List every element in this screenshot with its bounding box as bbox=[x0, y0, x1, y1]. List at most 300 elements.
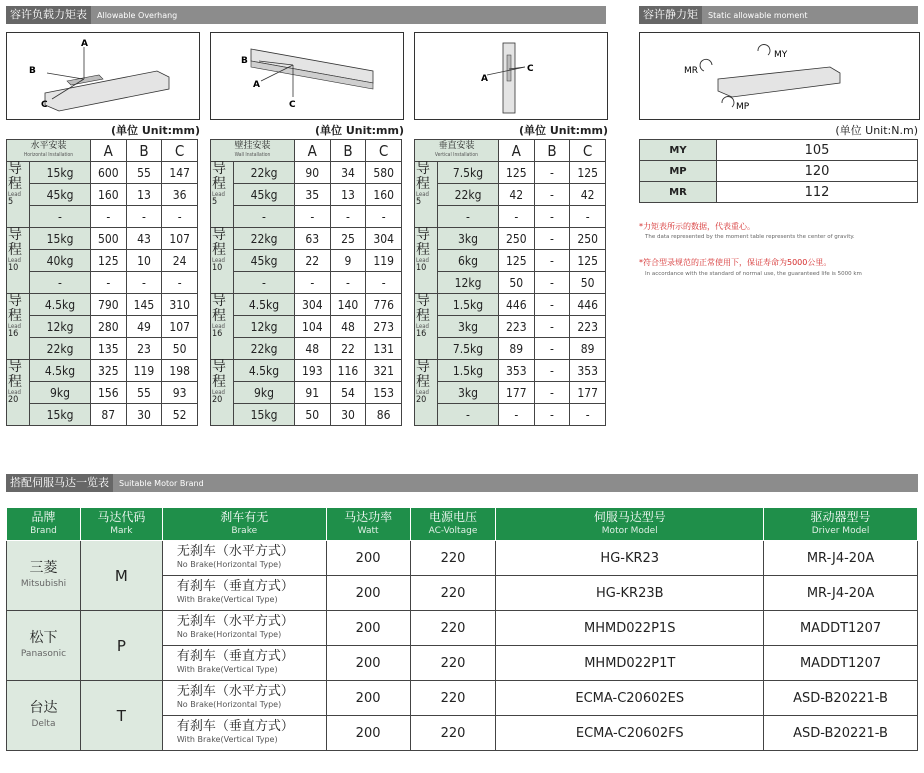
header-brake: 刹车有无 Brake bbox=[162, 508, 326, 541]
label-b: B bbox=[241, 56, 248, 66]
lead-cn: 导程 bbox=[8, 293, 22, 324]
value-cell: 125 bbox=[570, 162, 606, 184]
overhang-row bbox=[415, 162, 606, 184]
brake-en: No Brake(Horizontal Type) bbox=[176, 560, 282, 569]
label-a: A bbox=[481, 74, 488, 84]
value-cell: 500 bbox=[90, 228, 126, 250]
brand-en: Panasonic bbox=[20, 648, 67, 659]
load-cell: 12kg bbox=[30, 316, 91, 338]
overhang-row bbox=[415, 382, 606, 404]
value-cell: 87 bbox=[90, 404, 126, 426]
lead-cn: 导程 bbox=[416, 359, 430, 390]
brake-cell bbox=[162, 646, 326, 681]
label-c: C bbox=[41, 100, 48, 110]
value-cell: - bbox=[366, 206, 402, 228]
installation-type-en: Horizontal Installation bbox=[23, 151, 74, 158]
value-cell: 223 bbox=[498, 316, 534, 338]
value-cell: 353 bbox=[498, 360, 534, 382]
value-cell: - bbox=[534, 162, 570, 184]
load-cell: 1.5kg bbox=[438, 294, 499, 316]
unit-label-moment: (单位 Unit:N.m) bbox=[835, 124, 918, 137]
column-header: A bbox=[294, 140, 330, 162]
brake-cn: 有刹车（垂直方式） bbox=[176, 649, 294, 664]
overhang-header bbox=[6, 6, 606, 24]
moment-value: 112 bbox=[717, 182, 918, 203]
value-cell: 156 bbox=[90, 382, 126, 404]
brand-cell bbox=[7, 611, 81, 681]
note-2-cn: *符合型录规范的正常使用下，保证寿命为5000公里。 bbox=[639, 258, 832, 267]
mark-cell: T bbox=[80, 681, 162, 751]
lead-value: 10 bbox=[212, 263, 223, 273]
load-cell: 22kg bbox=[234, 162, 295, 184]
load-cell: 12kg bbox=[438, 272, 499, 294]
value-cell: 50 bbox=[498, 272, 534, 294]
overhang-header-row bbox=[7, 140, 198, 162]
vertical-rail-illustration bbox=[415, 33, 607, 119]
lead-en: Lead bbox=[416, 323, 429, 330]
brake-cell bbox=[162, 576, 326, 611]
load-cell: 6kg bbox=[438, 250, 499, 272]
static-header bbox=[639, 6, 918, 24]
brake-cell bbox=[162, 611, 326, 646]
motor-table bbox=[6, 507, 918, 751]
lead-cell bbox=[7, 228, 30, 294]
value-cell: 790 bbox=[90, 294, 126, 316]
static-moment-table bbox=[639, 139, 918, 203]
overhang-row bbox=[415, 206, 606, 228]
installation-type-cn: 壁挂安装 bbox=[234, 140, 271, 151]
value-cell: - bbox=[534, 382, 570, 404]
motor-table-header-row bbox=[7, 508, 918, 541]
overhang-row bbox=[211, 184, 402, 206]
load-cell: 22kg bbox=[30, 338, 91, 360]
mark-cell: P bbox=[80, 611, 162, 681]
lead-cn: 导程 bbox=[8, 227, 22, 258]
installation-type-cn: 水平安装 bbox=[30, 140, 67, 151]
lead-cell bbox=[211, 228, 234, 294]
brake-cell bbox=[162, 541, 326, 576]
lead-cell bbox=[415, 228, 438, 294]
value-cell: 22 bbox=[330, 338, 366, 360]
load-cell: 22kg bbox=[234, 228, 295, 250]
overhang-row bbox=[211, 338, 402, 360]
horizontal-rail-illustration bbox=[7, 33, 199, 119]
value-cell: - bbox=[90, 206, 126, 228]
driver-model-cell: MADDT1207 bbox=[764, 611, 918, 646]
installation-type-header bbox=[7, 140, 91, 162]
load-cell: 22kg bbox=[234, 338, 295, 360]
value-cell: 280 bbox=[90, 316, 126, 338]
lead-value: 5 bbox=[416, 197, 422, 207]
value-cell: 43 bbox=[126, 228, 162, 250]
lead-cell bbox=[211, 294, 234, 360]
header-mark: 马达代码 Mark bbox=[80, 508, 162, 541]
load-cell: 15kg bbox=[30, 162, 91, 184]
lead-value: 20 bbox=[416, 395, 427, 405]
value-cell: - bbox=[162, 272, 198, 294]
value-cell: 147 bbox=[162, 162, 198, 184]
lead-en: Lead bbox=[416, 389, 429, 396]
load-cell: - bbox=[234, 272, 295, 294]
watt-cell: 200 bbox=[326, 716, 410, 751]
value-cell: - bbox=[330, 206, 366, 228]
unit-label-wall: (单位 Unit:mm) bbox=[315, 124, 404, 137]
value-cell: 13 bbox=[330, 184, 366, 206]
label-a: A bbox=[81, 39, 88, 49]
overhang-row bbox=[7, 250, 198, 272]
load-cell: 4.5kg bbox=[234, 360, 295, 382]
value-cell: 250 bbox=[570, 228, 606, 250]
lead-cn: 导程 bbox=[212, 227, 226, 258]
lead-en: Lead bbox=[8, 389, 21, 396]
value-cell: - bbox=[534, 206, 570, 228]
value-cell: 50 bbox=[294, 404, 330, 426]
moment-row bbox=[640, 161, 918, 182]
value-cell: 160 bbox=[366, 184, 402, 206]
overhang-row bbox=[211, 250, 402, 272]
value-cell: 52 bbox=[162, 404, 198, 426]
value-cell: 13 bbox=[126, 184, 162, 206]
lead-en: Lead bbox=[416, 191, 429, 198]
overhang-row bbox=[415, 338, 606, 360]
voltage-cell: 220 bbox=[410, 716, 496, 751]
value-cell: - bbox=[570, 206, 606, 228]
value-cell: 304 bbox=[294, 294, 330, 316]
label-c: C bbox=[527, 64, 534, 74]
overhang-row bbox=[415, 184, 606, 206]
voltage-cell: 220 bbox=[410, 681, 496, 716]
value-cell: 125 bbox=[90, 250, 126, 272]
value-cell: - bbox=[126, 206, 162, 228]
value-cell: 145 bbox=[126, 294, 162, 316]
moment-value: 120 bbox=[717, 161, 918, 182]
lead-value: 10 bbox=[8, 263, 19, 273]
brand-cn: 台达 bbox=[29, 699, 58, 716]
load-cell: - bbox=[30, 206, 91, 228]
value-cell: - bbox=[534, 294, 570, 316]
value-cell: 116 bbox=[330, 360, 366, 382]
value-cell: 10 bbox=[126, 250, 162, 272]
load-cell: 12kg bbox=[234, 316, 295, 338]
lead-value: 20 bbox=[212, 395, 223, 405]
column-header: C bbox=[366, 140, 402, 162]
value-cell: 325 bbox=[90, 360, 126, 382]
brand-en: Delta bbox=[31, 718, 56, 729]
brake-cn: 无刹车（水平方式） bbox=[176, 684, 294, 699]
static-title: 容许静力矩 bbox=[639, 6, 702, 24]
load-cell: 45kg bbox=[30, 184, 91, 206]
overhang-row bbox=[7, 360, 198, 382]
load-cell: - bbox=[438, 206, 499, 228]
overhang-row bbox=[415, 272, 606, 294]
motor-title: 搭配伺服马达一览表 bbox=[6, 474, 113, 492]
overhang-row bbox=[7, 338, 198, 360]
voltage-cell: 220 bbox=[410, 646, 496, 681]
value-cell: 50 bbox=[162, 338, 198, 360]
column-header: A bbox=[498, 140, 534, 162]
label-b: B bbox=[29, 66, 36, 76]
header-driver-model: 驱动器型号 Driver Model bbox=[764, 508, 918, 541]
brake-en: No Brake(Horizontal Type) bbox=[176, 630, 282, 639]
lead-value: 16 bbox=[8, 329, 19, 339]
brake-cn: 无刹车（水平方式） bbox=[176, 614, 294, 629]
load-cell: 9kg bbox=[30, 382, 91, 404]
note-1-cn: *力矩表所示的数据，代表重心。 bbox=[639, 222, 755, 231]
load-cell: 40kg bbox=[30, 250, 91, 272]
overhang-row bbox=[7, 272, 198, 294]
column-header: A bbox=[90, 140, 126, 162]
value-cell: 30 bbox=[330, 404, 366, 426]
motor-model-cell: MHMD022P1T bbox=[496, 646, 764, 681]
overhang-header-row bbox=[211, 140, 402, 162]
value-cell: 89 bbox=[498, 338, 534, 360]
overhang-row bbox=[7, 184, 198, 206]
voltage-cell: 220 bbox=[410, 541, 496, 576]
load-cell: 4.5kg bbox=[234, 294, 295, 316]
brake-cell bbox=[162, 681, 326, 716]
overhang-table-wall bbox=[210, 139, 402, 426]
load-cell: 3kg bbox=[438, 316, 499, 338]
lead-en: Lead bbox=[212, 191, 225, 198]
value-cell: 446 bbox=[498, 294, 534, 316]
value-cell: 50 bbox=[570, 272, 606, 294]
value-cell: 91 bbox=[294, 382, 330, 404]
brake-cell bbox=[162, 716, 326, 751]
lead-cell bbox=[415, 360, 438, 426]
lead-value: 10 bbox=[416, 263, 427, 273]
brake-en: With Brake(Vertical Type) bbox=[176, 595, 278, 604]
value-cell: 23 bbox=[126, 338, 162, 360]
column-header: B bbox=[330, 140, 366, 162]
load-cell: - bbox=[234, 206, 295, 228]
voltage-cell: 220 bbox=[410, 576, 496, 611]
column-header: C bbox=[162, 140, 198, 162]
lead-value: 16 bbox=[212, 329, 223, 339]
load-cell: 7.5kg bbox=[438, 162, 499, 184]
lead-en: Lead bbox=[8, 257, 21, 264]
lead-en: Lead bbox=[212, 323, 225, 330]
value-cell: 446 bbox=[570, 294, 606, 316]
value-cell: - bbox=[90, 272, 126, 294]
lead-cell bbox=[7, 294, 30, 360]
overhang-row bbox=[415, 360, 606, 382]
lead-value: 20 bbox=[8, 395, 19, 405]
value-cell: 125 bbox=[498, 162, 534, 184]
load-cell: 7.5kg bbox=[438, 338, 499, 360]
brake-en: No Brake(Horizontal Type) bbox=[176, 700, 282, 709]
value-cell: 310 bbox=[162, 294, 198, 316]
value-cell: 125 bbox=[570, 250, 606, 272]
value-cell: 107 bbox=[162, 228, 198, 250]
header-motor-model: 伺服马达型号 Motor Model bbox=[496, 508, 764, 541]
installation-type-header bbox=[415, 140, 499, 162]
load-cell: 3kg bbox=[438, 228, 499, 250]
brand-en: Mitsubishi bbox=[20, 578, 67, 589]
load-cell: - bbox=[30, 272, 91, 294]
overhang-row bbox=[211, 206, 402, 228]
value-cell: 9 bbox=[330, 250, 366, 272]
moment-key: MR bbox=[640, 182, 717, 203]
value-cell: - bbox=[534, 228, 570, 250]
brake-cn: 无刹车（水平方式） bbox=[176, 544, 294, 559]
value-cell: - bbox=[534, 338, 570, 360]
motor-model-cell: MHMD022P1S bbox=[496, 611, 764, 646]
overhang-row bbox=[7, 294, 198, 316]
load-cell: 3kg bbox=[438, 382, 499, 404]
value-cell: 198 bbox=[162, 360, 198, 382]
value-cell: - bbox=[366, 272, 402, 294]
note-2-en: In accordance with the standard of normal use, the guaranteed life is 5000 km bbox=[645, 271, 862, 277]
value-cell: 90 bbox=[294, 162, 330, 184]
lead-cn: 导程 bbox=[212, 293, 226, 324]
value-cell: - bbox=[534, 360, 570, 382]
value-cell: 48 bbox=[330, 316, 366, 338]
value-cell: 177 bbox=[570, 382, 606, 404]
driver-model-cell: MADDT1207 bbox=[764, 646, 918, 681]
label-c: C bbox=[289, 100, 296, 110]
lead-cell bbox=[211, 162, 234, 228]
overhang-header-row bbox=[415, 140, 606, 162]
moment-key: MP bbox=[640, 161, 717, 182]
column-header: B bbox=[126, 140, 162, 162]
installation-type-header bbox=[211, 140, 295, 162]
overhang-title: 容许负载力矩表 bbox=[6, 6, 91, 24]
load-cell: - bbox=[438, 404, 499, 426]
lead-cell bbox=[415, 162, 438, 228]
value-cell: 131 bbox=[366, 338, 402, 360]
vertical-diagram bbox=[414, 32, 608, 120]
value-cell: - bbox=[330, 272, 366, 294]
value-cell: 24 bbox=[162, 250, 198, 272]
moment-diagram bbox=[639, 32, 920, 120]
moment-rail-illustration bbox=[640, 33, 919, 119]
lead-cn: 导程 bbox=[212, 161, 226, 192]
overhang-row bbox=[415, 228, 606, 250]
motor-subtitle: Suitable Motor Brand bbox=[119, 479, 204, 488]
wall-diagram bbox=[210, 32, 404, 120]
overhang-row bbox=[211, 228, 402, 250]
motor-model-cell: ECMA-C20602FS bbox=[496, 716, 764, 751]
lead-cell bbox=[7, 162, 30, 228]
value-cell: 63 bbox=[294, 228, 330, 250]
watt-cell: 200 bbox=[326, 541, 410, 576]
lead-cn: 导程 bbox=[416, 161, 430, 192]
overhang-row bbox=[415, 404, 606, 426]
value-cell: - bbox=[570, 404, 606, 426]
value-cell: 304 bbox=[366, 228, 402, 250]
brake-en: With Brake(Vertical Type) bbox=[176, 665, 278, 674]
load-cell: 9kg bbox=[234, 382, 295, 404]
value-cell: 193 bbox=[294, 360, 330, 382]
motor-model-cell: ECMA-C20602ES bbox=[496, 681, 764, 716]
value-cell: 160 bbox=[90, 184, 126, 206]
value-cell: 86 bbox=[366, 404, 402, 426]
value-cell: 55 bbox=[126, 382, 162, 404]
load-cell: 22kg bbox=[438, 184, 499, 206]
label-mr: MR bbox=[684, 66, 699, 76]
value-cell: - bbox=[294, 272, 330, 294]
value-cell: 600 bbox=[90, 162, 126, 184]
overhang-row bbox=[7, 206, 198, 228]
overhang-table-horizontal bbox=[6, 139, 198, 426]
overhang-row bbox=[415, 316, 606, 338]
value-cell: - bbox=[534, 272, 570, 294]
overhang-row bbox=[7, 404, 198, 426]
load-cell: 1.5kg bbox=[438, 360, 499, 382]
motor-row bbox=[7, 681, 918, 716]
value-cell: 34 bbox=[330, 162, 366, 184]
wall-rail-illustration bbox=[211, 33, 403, 119]
load-cell: 15kg bbox=[30, 404, 91, 426]
lead-cn: 导程 bbox=[212, 359, 226, 390]
value-cell: - bbox=[498, 206, 534, 228]
header-brand: 品牌 Brand bbox=[7, 508, 81, 541]
driver-model-cell: ASD-B20221-B bbox=[764, 716, 918, 751]
motor-model-cell: HG-KR23B bbox=[496, 576, 764, 611]
overhang-row bbox=[7, 162, 198, 184]
overhang-row bbox=[7, 228, 198, 250]
watt-cell: 200 bbox=[326, 576, 410, 611]
value-cell: 30 bbox=[126, 404, 162, 426]
value-cell: 125 bbox=[498, 250, 534, 272]
voltage-cell: 220 bbox=[410, 611, 496, 646]
value-cell: 177 bbox=[498, 382, 534, 404]
value-cell: 140 bbox=[330, 294, 366, 316]
moment-value: 105 bbox=[717, 140, 918, 161]
overhang-row bbox=[211, 360, 402, 382]
value-cell: 89 bbox=[570, 338, 606, 360]
value-cell: 135 bbox=[90, 338, 126, 360]
lead-cell bbox=[415, 294, 438, 360]
lead-cell bbox=[7, 360, 30, 426]
overhang-row bbox=[211, 162, 402, 184]
value-cell: 273 bbox=[366, 316, 402, 338]
value-cell: - bbox=[294, 206, 330, 228]
lead-cn: 导程 bbox=[8, 161, 22, 192]
note-1-en: The data represented by the moment table represents the center of gravity. bbox=[645, 234, 855, 240]
header-voltage: 电源电压 AC-Voltage bbox=[410, 508, 496, 541]
value-cell: - bbox=[534, 250, 570, 272]
overhang-row bbox=[7, 382, 198, 404]
value-cell: 35 bbox=[294, 184, 330, 206]
value-cell: - bbox=[534, 316, 570, 338]
brake-cn: 有刹车（垂直方式） bbox=[176, 719, 294, 734]
overhang-subtitle: Allowable Overhang bbox=[97, 11, 178, 20]
moment-key: MY bbox=[640, 140, 717, 161]
value-cell: 55 bbox=[126, 162, 162, 184]
column-header: B bbox=[534, 140, 570, 162]
lead-cn: 导程 bbox=[8, 359, 22, 390]
unit-label-horizontal: (单位 Unit:mm) bbox=[111, 124, 200, 137]
lead-en: Lead bbox=[8, 191, 21, 198]
label-a: A bbox=[253, 80, 260, 90]
lead-cn: 导程 bbox=[416, 227, 430, 258]
overhang-table-vertical bbox=[414, 139, 606, 426]
lead-cn: 导程 bbox=[416, 293, 430, 324]
lead-value: 16 bbox=[416, 329, 427, 339]
label-mp: MP bbox=[736, 102, 750, 112]
lead-en: Lead bbox=[212, 389, 225, 396]
overhang-row bbox=[415, 294, 606, 316]
value-cell: 93 bbox=[162, 382, 198, 404]
lead-cell bbox=[211, 360, 234, 426]
value-cell: 153 bbox=[366, 382, 402, 404]
value-cell: 25 bbox=[330, 228, 366, 250]
value-cell: 49 bbox=[126, 316, 162, 338]
value-cell: 48 bbox=[294, 338, 330, 360]
load-cell: 15kg bbox=[30, 228, 91, 250]
value-cell: - bbox=[534, 404, 570, 426]
